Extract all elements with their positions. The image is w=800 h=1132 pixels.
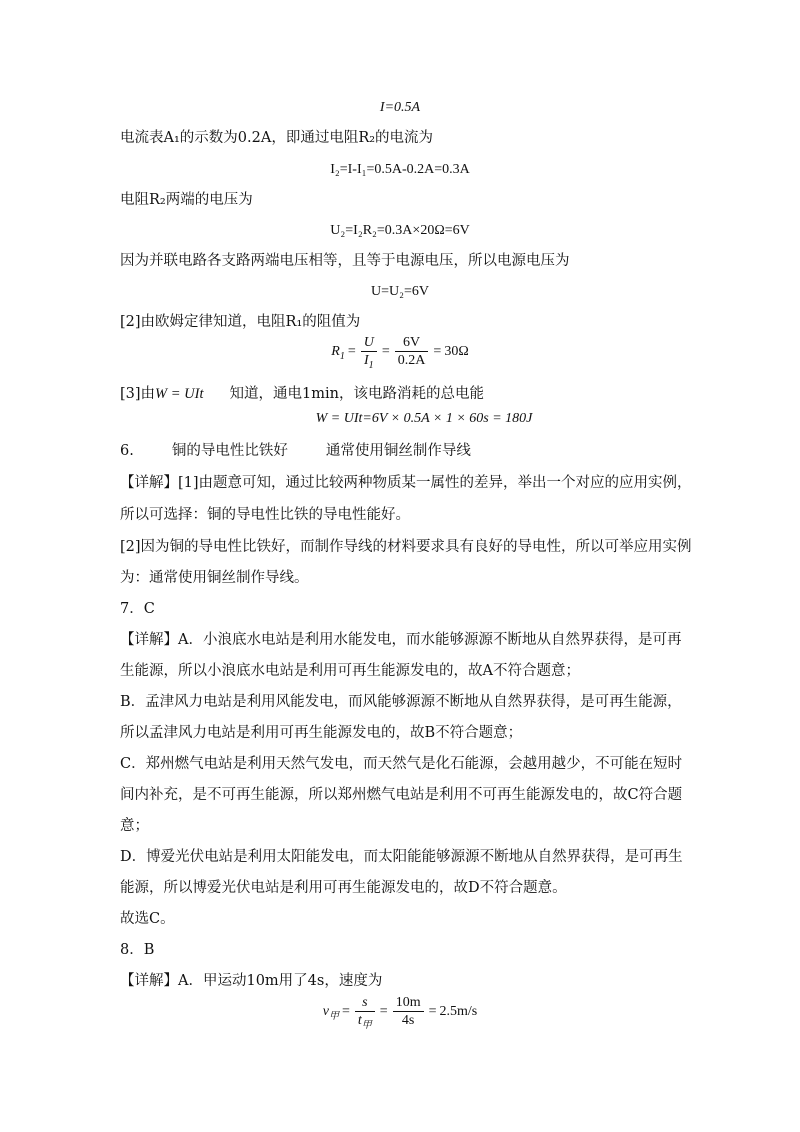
equation-total-current: I=0.5A	[379, 100, 421, 115]
text-line: 间内补充，是不可再生能源，所以郑州燃气电站是利用不可再生能源发电的，故C符合题	[120, 787, 683, 803]
text-line: [2]因为铜的导电性比铁好，而制作导线的材料要求具有良好的导电性，所以可举应用实例	[120, 539, 692, 555]
answer-line-7: 7．C	[120, 601, 155, 617]
equation-r1-resistance: $R_1$ = $\frac{U}{I_1}$ = $\frac{6V}{0.2A}$ = 30Ω	[331, 335, 469, 371]
text-line: 意；	[120, 818, 149, 834]
text-line: B．孟津风力电站是利用风能发电，而风能够源源不断地从自然界获得，是可再生能源，	[120, 694, 682, 710]
equation-r2-current: I₂=I-I₁=0.5A-0.2A=0.3A	[330, 162, 470, 177]
answer-line-8: 8．B	[120, 942, 155, 958]
text-line: 所以可选择：铜的导电性比铁的导电性能好。	[120, 507, 410, 523]
text-line: 电流表A₁的示数为0.2A，即通过电阻R₂的电流为	[120, 130, 434, 146]
text-line: 能源，所以博爱光伏电站是利用可再生能源发电的，故D不符合题意。	[120, 880, 567, 896]
text-line: 为：通常使用铜丝制作导线。	[120, 570, 309, 586]
text-line: 【详解】A．小浪底水电站是利用水能发电，而水能够源源不断地从自然界获得，是可再	[120, 632, 682, 648]
text-line: 生能源，所以小浪底水电站是利用可再生能源发电的，故A不符合题意；	[120, 663, 580, 679]
text-line: D．博爱光伏电站是利用太阳能发电，而太阳能能够源源不断地从自然界获得，是可再生	[120, 849, 683, 865]
text-line: [3]由W = UIt 知道，通电1min，该电路消耗的总电能	[120, 386, 484, 402]
text-line: 电阻R₂两端的电压为	[120, 192, 253, 208]
text-line: 【详解】[1]由题意可知，通过比较两种物质某一属性的差异，举出一个对应的应用实例，	[120, 475, 692, 491]
equation-r2-voltage: U₂=I₂R₂=0.3A×20Ω=6V	[330, 223, 470, 238]
equation-source-voltage: U=U₂=6V	[370, 284, 429, 299]
text-line: 【详解】A．甲运动10m用了4s，速度为	[120, 973, 383, 989]
answer-line-6: 6. 铜的导电性比铁好 通常使用铜丝制作导线	[120, 443, 471, 459]
text-line: 因为并联电路各支路两端电压相等，且等于电源电压，所以电源电压为	[120, 253, 570, 269]
text-line: 所以孟津风力电站是利用可再生能源发电的，故B不符合题意；	[120, 725, 523, 741]
text-line: 故选C。	[120, 911, 175, 927]
text-line: [2]由欧姆定律知道，电阻R₁的阻值为	[120, 314, 361, 330]
equation-total-energy: W = UIt=6V × 0.5A × 1 × 60s = 180J	[315, 411, 533, 426]
text-line: C．郑州燃气电站是利用天然气发电，而天然气是化石能源，会越用越少，不可能在短时	[120, 756, 683, 772]
equation-speed: $v_甲$ = $\frac{s}{t_甲}$ = $\frac{10m}{4s}$ = 2.5m/s	[322, 995, 478, 1031]
